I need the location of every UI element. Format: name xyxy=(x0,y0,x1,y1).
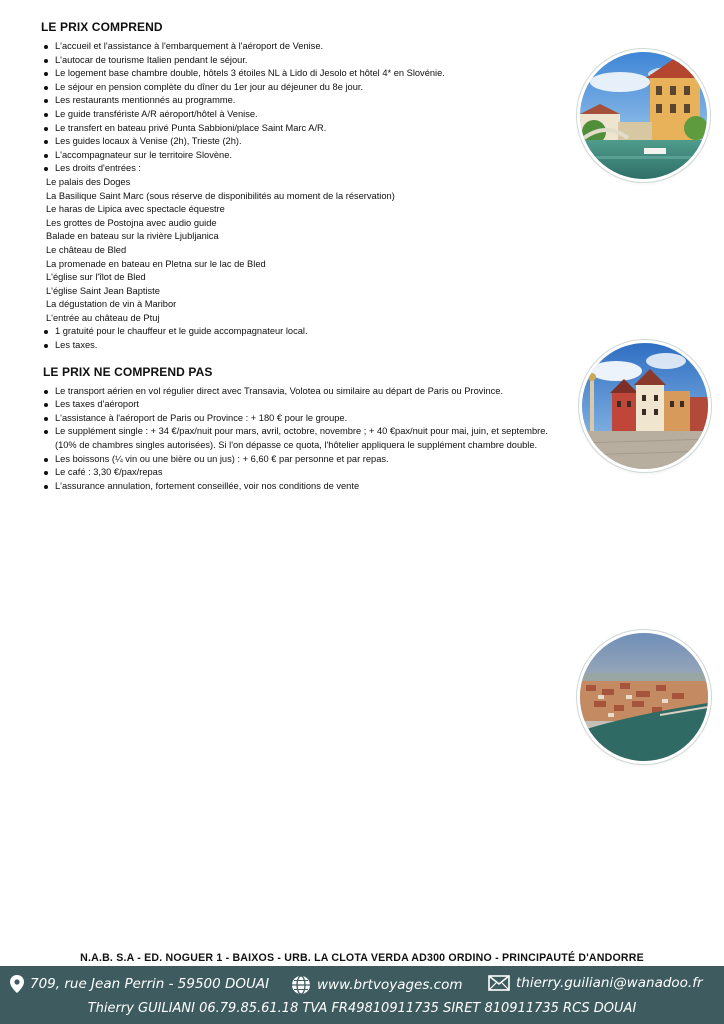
address-text: 709, rue Jean Perrin - 59500 DOUAI xyxy=(30,976,270,992)
entries-list xyxy=(40,176,568,326)
section-heading-not-included: LE PRIX NE COMPREND PAS xyxy=(43,364,213,379)
list-item: L'assistance à l'aéroport de Paris ou Province : + 180 € pour le groupe. xyxy=(40,412,568,426)
footer-email[interactable] xyxy=(488,975,703,991)
section-heading-included: LE PRIX COMPREND xyxy=(41,20,163,34)
entry-item: Le palais des Doges xyxy=(46,176,131,187)
list-item: L'autocar de tourisme Italien pendant le séjour. xyxy=(40,54,568,68)
list-item: L'accompagnateur sur le territoire Slovène. xyxy=(40,149,568,163)
entry-item: L'église sur l'îlot de Bled xyxy=(46,272,146,283)
list-item: Le logement base chambre double, hôtels 3 étoiles NL à Lido di Jesolo et hôtel 4* en Slovénie. xyxy=(40,67,568,81)
location-pin-icon xyxy=(10,975,24,993)
list-item: Les taxes. xyxy=(40,339,568,353)
town-square-photo xyxy=(582,343,708,469)
not-included-list xyxy=(40,385,568,494)
entry-item: Le haras de Lipica avec spectacle équestre xyxy=(46,204,225,215)
entry-item: Les grottes de Postojna avec audio guide xyxy=(46,217,217,228)
footer-website[interactable] xyxy=(291,975,463,995)
entry-item: Balade en bateau sur la rivière Ljubljanica xyxy=(46,231,219,242)
globe-icon xyxy=(291,975,311,995)
entry-item: L'entrée au château de Ptuj xyxy=(46,312,160,323)
footer-band xyxy=(0,966,724,1024)
included-list-b xyxy=(40,325,568,352)
list-item: Les guides locaux à Venise (2h), Trieste (2h). xyxy=(40,135,568,149)
list-item: Le transfert en bateau privé Punta Sabbioni/place Saint Marc A/R. xyxy=(40,122,568,136)
ljubljana-river-photo xyxy=(580,52,707,179)
list-item: Le transport aérien en vol régulier direct avec Transavia, Volotea ou similaire au départ de Paris ou Province. xyxy=(40,385,568,399)
included-list-a xyxy=(40,40,568,176)
list-item: Le séjour en pension complète du dîner du 1er jour au déjeuner du 8e jour. xyxy=(40,81,568,95)
list-item: 1 gratuité pour le chauffeur et le guide accompagnateur local. xyxy=(40,325,568,339)
entry-item: Le château de Bled xyxy=(46,244,127,255)
list-item: Le supplément single : + 34 €/pax/nuit pour mars, avril, octobre, novembre ; + 40 €pax/nuit pour mai, juin, et septembre. (10% de chambres singles autorisées). Si l'on dépasse ce quota, l'hôtelier appliquera le supplément chambre double. xyxy=(40,425,568,452)
list-item: Les taxes d'aéroport xyxy=(40,398,568,412)
legal-line: Thierry GUILIANI 06.79.85.61.18 TVA FR49810911735 SIRET 810911735 RCS DOUAI xyxy=(87,1001,637,1016)
entry-item: La Basilique Saint Marc (sous réserve de disponibilités au moment de la réservation) xyxy=(46,190,395,201)
website-link[interactable]: www.brtvoyages.com xyxy=(317,977,463,993)
entry-item: La promenade en bateau en Pletna sur le lac de Bled xyxy=(46,258,266,269)
email-link[interactable]: thierry.guiliani@wanadoo.fr xyxy=(516,975,703,991)
list-item: Le café : 3,30 €/pax/repas xyxy=(40,466,568,480)
company-line: N.A.B. S.A - ED. NOGUER 1 - BAIXOS - URB. LA CLOTA VERDA AD300 ORDINO - PRINCIPAUTÉ D'ANDORRE xyxy=(80,952,644,964)
list-item: L'accueil et l'assistance à l'embarquement à l'aéroport de Venise. xyxy=(40,40,568,54)
price-conditions xyxy=(40,20,568,493)
list-item: Les boissons (¼ vin ou une bière ou un jus) : + 6,60 € par personne et par repas. xyxy=(40,453,568,467)
entry-item: La dégustation de vin à Maribor xyxy=(46,299,177,310)
footer-address xyxy=(10,975,269,993)
list-item: Les restaurants mentionnés au programme. xyxy=(40,94,568,108)
list-item: Le guide transfériste A/R aéroport/hôtel à Venise. xyxy=(40,108,568,122)
aerial-city-river-photo xyxy=(580,633,708,761)
envelope-icon xyxy=(488,975,510,991)
entry-item: L'église Saint Jean Baptiste xyxy=(46,285,160,296)
list-item: L'assurance annulation, fortement conseillée, voir nos conditions de vente xyxy=(40,480,568,494)
list-item: Les droits d'entrées : xyxy=(40,162,568,176)
